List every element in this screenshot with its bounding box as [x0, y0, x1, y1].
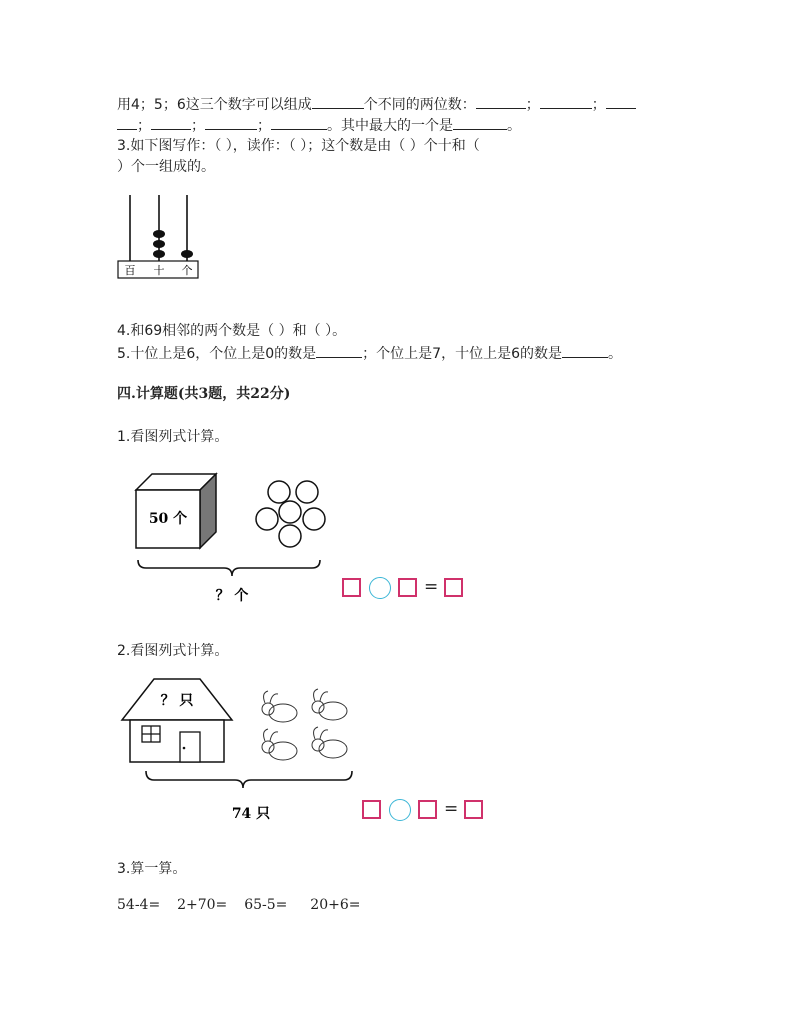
roof-label: ？ 只 [160, 693, 194, 709]
brace [146, 771, 352, 788]
section-title: 四.计算题(共3题，共22分) [117, 386, 291, 402]
circle [268, 481, 290, 503]
door-knob [183, 747, 186, 750]
rabbit-icon [312, 689, 347, 720]
calc-3-title: 3.算一算。 [117, 861, 187, 877]
question-text: 。其中最大的一个是 [327, 118, 453, 134]
separator: ； [191, 118, 205, 134]
abacus-bead [153, 250, 165, 258]
answer-box[interactable] [342, 578, 361, 597]
calc-item: 54-4= [117, 897, 161, 913]
calc-2-title: 2.看图列式计算。 [117, 643, 229, 659]
calc-1-title: 1.看图列式计算。 [117, 429, 229, 445]
house-and-rabbits-figure [118, 675, 368, 830]
total-label: 74 只 [231, 806, 271, 822]
calc-item: 65-5= [244, 897, 288, 913]
calc-item: 20+6= [310, 897, 361, 913]
answer-box[interactable] [444, 578, 463, 597]
separator: ； [591, 97, 606, 113]
rabbit-icon [312, 727, 347, 758]
equals-sign: = [424, 577, 439, 597]
question-3-line1: 3.如下图写作：（ ），读作：（ ）；这个数是由（ ）个十和（ [117, 138, 480, 154]
answer-blank[interactable] [562, 344, 608, 358]
calc-3-items [117, 896, 360, 914]
abacus-label-hundreds: 百 [124, 264, 136, 277]
period: 。 [507, 118, 521, 134]
question-text: 5.十位上是6，个位上是0的数是 [117, 346, 317, 362]
question-3-line2: ）个一组成的。 [117, 159, 215, 175]
period: 。 [608, 346, 622, 362]
question-text: 个不同的两位数： [363, 97, 476, 113]
total-label: ？ 个 [215, 588, 249, 604]
answer-box[interactable] [398, 578, 417, 597]
brace [138, 560, 320, 576]
answer-box[interactable] [464, 800, 483, 819]
answer-blank[interactable] [271, 116, 327, 130]
rabbit-icon [262, 691, 297, 722]
separator: ； [137, 118, 151, 134]
answer-blank[interactable] [151, 116, 191, 130]
calc-item: 2+70= [177, 897, 228, 913]
answer-box[interactable] [418, 800, 437, 819]
answer-blank[interactable] [540, 95, 592, 109]
question-4: 4.和69相邻的两个数是（ ）和（ ）。 [117, 323, 347, 339]
answer-box[interactable] [362, 800, 381, 819]
house-door [180, 732, 200, 762]
answer-blank[interactable] [606, 95, 636, 109]
answer-operator-circle[interactable] [369, 577, 391, 599]
answer-blank[interactable] [316, 344, 362, 358]
question-5 [117, 344, 622, 363]
separator: ； [525, 97, 540, 113]
circle [279, 525, 301, 547]
question-digits-line1 [117, 95, 636, 114]
question-digits-line2 [117, 116, 521, 135]
abacus-label-tens: 十 [153, 264, 165, 277]
rabbit-icon [262, 729, 297, 760]
question-text: 用4；5；6这三个数字可以组成 [117, 97, 312, 113]
circle [279, 501, 301, 523]
separator: ； [257, 118, 271, 134]
circle [296, 481, 318, 503]
answer-blank[interactable] [312, 95, 364, 109]
abacus-bead [153, 240, 165, 248]
answer-operator-circle[interactable] [389, 799, 411, 821]
circle [256, 508, 278, 530]
abacus-label-ones: 个 [181, 264, 193, 277]
answer-blank[interactable] [117, 116, 137, 130]
abacus-figure [112, 190, 204, 282]
question-text: ；个位上是7，十位上是6的数是 [362, 346, 562, 362]
cube-label: 50 个 [148, 511, 188, 527]
abacus-bead [181, 250, 193, 258]
answer-blank[interactable] [205, 116, 257, 130]
circle [303, 508, 325, 530]
answer-blank[interactable] [453, 116, 507, 130]
equals-sign: = [444, 799, 459, 819]
abacus-bead [153, 230, 165, 238]
answer-blank[interactable] [476, 95, 526, 109]
cube-and-circles-figure [132, 468, 332, 608]
